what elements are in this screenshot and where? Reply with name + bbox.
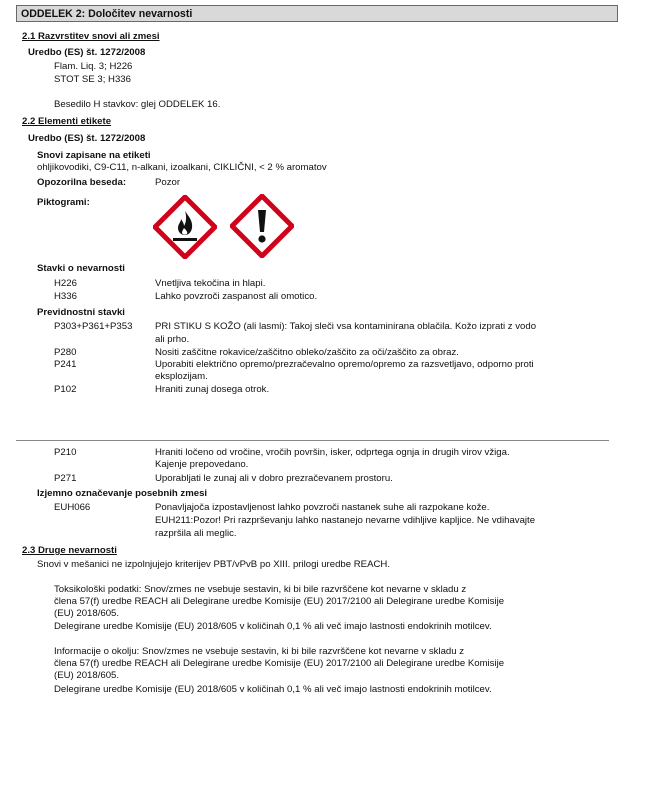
tox-text: Toksikološki podatki: Snov/zmes ne vsebuje sestavin, ki bi bile razvrščene kot nevarne v skladu z <box>54 584 467 595</box>
precaution-text: Hraniti zunaj dosega otrok. <box>155 384 270 395</box>
precaution-code: P210 <box>54 447 77 458</box>
classification-1: Flam. Liq. 3; H226 <box>54 61 133 72</box>
heading-2-1: 2.1 Razvrstitev snovi ali zmesi <box>22 31 160 42</box>
precaution-code: P241 <box>54 359 77 370</box>
flame-pictogram-icon <box>153 195 217 259</box>
precaution-text: Uporabljati le zunaj ali v dobro prezračevanem prostoru. <box>155 473 393 484</box>
tox-text: (EU) 2018/605. <box>54 608 120 619</box>
precaution-text-cont: eksplozijam. <box>155 371 208 382</box>
precaution-text: PRI STIKU S KOŽO (ali lasmi): Takoj sleči vsa kontaminirana oblačila. Kožo izprati z vodo <box>155 321 537 332</box>
h-statements-note: Besedilo H stavkov: glej ODDELEK 16. <box>54 99 221 110</box>
tox-text: Delegirane uredbe Komisije (EU) 2018/605 v količinah 0,1 % ali več imajo lastnosti endokrinih motilcev. <box>54 621 492 632</box>
hazard-code: H336 <box>54 291 77 302</box>
env-text: člena 57(f) uredbe REACH ali Delegirane uredbe Komisije (EU) 2017/2100 ali Delegirane uredbe Komisije <box>54 658 505 669</box>
exclamation-pictogram-icon <box>230 194 294 258</box>
precaution-text-cont: Kajenje prepovedano. <box>155 459 249 470</box>
substances-text: ohljikovodiki, C9-C11, n-alkani, izoalkani, CIKLIČNI, < 2 % aromatov <box>37 162 327 173</box>
precaution-code: P102 <box>54 384 77 395</box>
pictograms-label: Piktogrami: <box>37 197 90 208</box>
precaution-text: Uporabiti električno opremo/prezračevalno opremo/opremo za razsvetljavo, odporno proti <box>155 359 534 370</box>
signal-word-value: Pozor <box>155 177 181 188</box>
special-text: EUH211:Pozor! Pri razprševanju lahko nastanejo nevarne vdihljive kapljice. Ne vdihavajte <box>155 515 536 526</box>
classification-2: STOT SE 3; H336 <box>54 74 131 85</box>
regulation-label: Uredbo (ES) št. 1272/2008 <box>28 47 146 58</box>
section-title: ODDELEK 2: Določitev nevarnosti <box>21 8 193 20</box>
hazard-text: Lahko povzroči zaspanost ali omotico. <box>155 291 318 302</box>
section-header <box>16 5 618 22</box>
special-labelling-title: Izjemno označevanje posebnih zmesi <box>37 488 208 499</box>
special-text: Ponavljajoča izpostavljenost lahko povzroči nastanek suhe ali razpokane kože. <box>155 502 490 513</box>
tox-text: člena 57(f) uredbe REACH ali Delegirane uredbe Komisije (EU) 2017/2100 ali Delegirane uredbe Komisije <box>54 596 505 607</box>
hazard-code: H226 <box>54 278 77 289</box>
heading-2-3: 2.3 Druge nevarnosti <box>22 545 117 556</box>
precaution-code: P303+P361+P353 <box>54 321 133 332</box>
env-text: Delegirane uredbe Komisije (EU) 2018/605 v količinah 0,1 % ali več imajo lastnosti endokrinih motilcev. <box>54 684 492 695</box>
precaution-code: P280 <box>54 347 77 358</box>
precaution-text: Hraniti ločeno od vročine, vročih površin, isker, odprtega ognja in drugih virov vžiga. <box>155 447 510 458</box>
special-code: EUH066 <box>54 502 91 513</box>
precautionary-title: Previdnostni stavki <box>37 307 125 318</box>
heading-2-2: 2.2 Elementi etikete <box>22 116 112 127</box>
precaution-code: P271 <box>54 473 77 484</box>
env-text: (EU) 2018/605. <box>54 670 120 681</box>
precaution-text-cont: ali prho. <box>155 334 190 345</box>
regulation-label-2: Uredbo (ES) št. 1272/2008 <box>28 133 146 144</box>
precaution-text: Nositi zaščitne rokavice/zaščitno obleko/zaščito za oči/zaščito za obraz. <box>155 347 459 358</box>
pbt-text: Snovi v mešanici ne izpolnjujejo kriterijev PBT/vPvB po XIII. prilogi uredbe REACH. <box>37 559 390 570</box>
hazard-statements-title: Stavki o nevarnosti <box>37 263 125 274</box>
page-divider <box>16 440 609 441</box>
signal-word-label: Opozorilna beseda: <box>37 177 127 188</box>
special-text-cont: razpršila ali meglic. <box>155 528 237 539</box>
hazard-text: Vnetljiva tekočina in hlapi. <box>155 278 266 289</box>
substances-title: Snovi zapisane na etiketi <box>37 150 151 161</box>
env-text: Informacije o okolju: Snov/zmes ne vsebuje sestavin, ki bi bile razvrščene kot nevarne v skladu z <box>54 646 465 657</box>
